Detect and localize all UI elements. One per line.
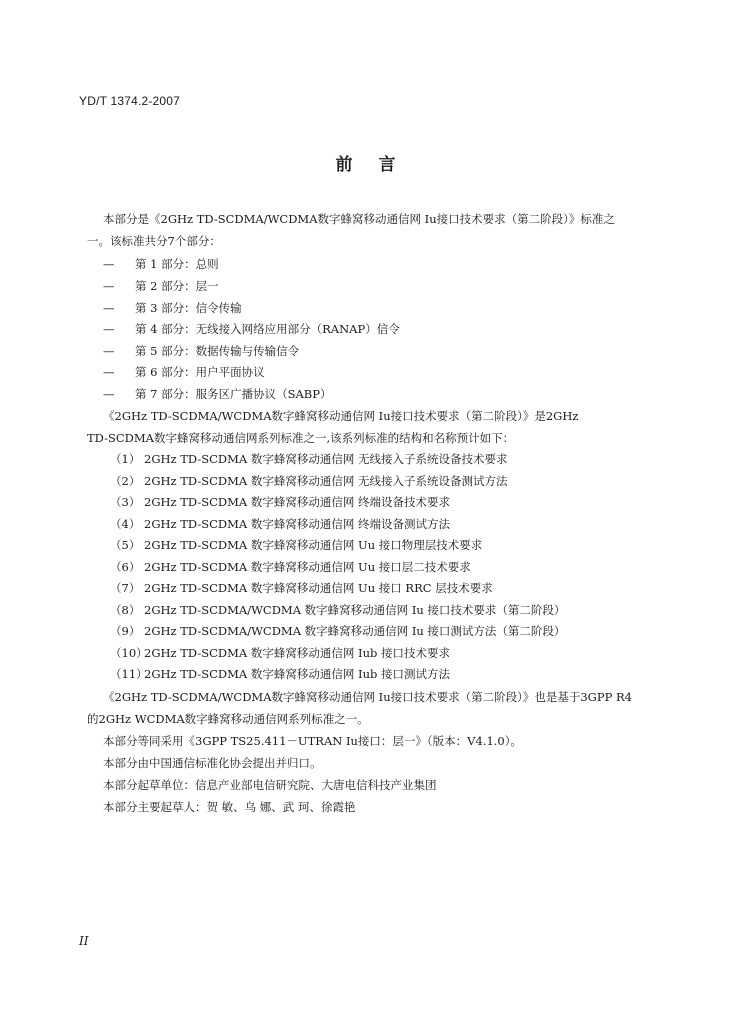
series-index: （9）	[110, 624, 141, 638]
series-title: 2GHz TD-SCDMA/WCDMA 数字蜂窝移动通信网 Iu 接口技术要求（第二阶段）	[144, 603, 566, 617]
list-item	[110, 559, 680, 575]
list-item	[110, 494, 680, 510]
series-title: 2GHz TD-SCDMA 数字蜂窝移动通信网 Iub 接口测试方法	[144, 667, 450, 681]
closing-p1-line-2: 的2GHz WCDMA数字蜂窝移动通信网系列标准之一。	[87, 712, 369, 726]
closing-p5: 本部分主要起草人：贺 敏、乌 娜、武 珂、徐霞艳	[103, 800, 356, 814]
list-item	[110, 623, 680, 639]
list-item	[103, 321, 673, 337]
series-title: 2GHz TD-SCDMA 数字蜂窝移动通信网 Uu 接口 RRC 层技术要求	[144, 581, 493, 595]
page-number: II	[79, 934, 89, 948]
part-label: 第 4 部分：无线接入网络应用部分（RANAP）信令	[135, 322, 400, 336]
list-item	[110, 451, 680, 467]
list-item	[110, 602, 680, 618]
part-label: 第 3 部分：信令传输	[135, 301, 242, 315]
list-item	[103, 364, 673, 380]
series-index: （11）	[110, 667, 148, 681]
dash: —	[103, 257, 115, 271]
series-title: 2GHz TD-SCDMA 数字蜂窝移动通信网 无线接入子系统设备测试方法	[144, 474, 508, 488]
list-item	[110, 580, 680, 596]
series-title: 2GHz TD-SCDMA 数字蜂窝移动通信网 终端设备测试方法	[144, 517, 451, 531]
part-label: 第 1 部分：总则	[135, 257, 219, 271]
series-index: （3）	[110, 495, 141, 509]
dash: —	[103, 279, 115, 293]
closing-p2: 本部分等同采用《3GPP TS25.411－UTRAN Iu接口：层一》（版本：V4.1.0）。	[103, 734, 522, 748]
series-title: 2GHz TD-SCDMA 数字蜂窝移动通信网 终端设备技术要求	[144, 495, 451, 509]
part-label: 第 6 部分：用户平面协议	[135, 365, 265, 379]
series-index: （6）	[110, 560, 141, 574]
series-title: 2GHz TD-SCDMA 数字蜂窝移动通信网 Uu 接口层二技术要求	[144, 560, 471, 574]
list-item	[103, 386, 673, 402]
closing-p3: 本部分由中国通信标准化协会提出并归口。	[103, 756, 322, 770]
dash: —	[103, 322, 115, 336]
series-index: （5）	[110, 538, 141, 552]
list-item	[103, 256, 673, 272]
series-intro-line-1: 《2GHz TD-SCDMA/WCDMA数字蜂窝移动通信网 Iu接口技术要求（第二阶段）》是2GHz	[103, 409, 579, 423]
series-index: （10）	[110, 646, 148, 660]
series-title: 2GHz TD-SCDMA/WCDMA 数字蜂窝移动通信网 Iu 接口测试方法（第二阶段）	[144, 624, 566, 638]
series-index: （4）	[110, 517, 141, 531]
series-index: （2）	[110, 474, 141, 488]
dash: —	[103, 387, 115, 401]
series-index: （1）	[110, 452, 141, 466]
list-item	[103, 278, 673, 294]
series-index: （7）	[110, 581, 141, 595]
document-code: YD/T 1374.2-2007	[79, 94, 181, 108]
series-index: （8）	[110, 603, 141, 617]
part-label: 第 7 部分：服务区广播协议（SABP）	[135, 387, 332, 401]
list-item	[110, 473, 680, 489]
closing-p1-line-1: 《2GHz TD-SCDMA/WCDMA数字蜂窝移动通信网 Iu接口技术要求（第二阶段）》也是基于3GPP R4	[103, 690, 632, 704]
series-title: 2GHz TD-SCDMA 数字蜂窝移动通信网 Uu 接口物理层技术要求	[144, 538, 483, 552]
closing-p4: 本部分起草单位：信息产业部电信研究院、大唐电信科技产业集团	[103, 778, 437, 792]
part-label: 第 2 部分：层一	[135, 279, 219, 293]
list-item	[110, 537, 680, 553]
part-label: 第 5 部分：数据传输与传输信令	[135, 344, 300, 358]
series-title: 2GHz TD-SCDMA 数字蜂窝移动通信网 无线接入子系统设备技术要求	[144, 452, 508, 466]
dash: —	[103, 344, 115, 358]
intro-line-2: 一。该标准共分7个部分：	[87, 234, 221, 248]
dash: —	[103, 301, 115, 315]
page-title: 前言	[335, 155, 422, 175]
list-item	[103, 300, 673, 316]
list-item	[110, 666, 680, 682]
list-item	[110, 516, 680, 532]
dash: —	[103, 365, 115, 379]
intro-line-1: 本部分是《2GHz TD-SCDMA/WCDMA数字蜂窝移动通信网 Iu接口技术要求（第二阶段）》标准之	[103, 212, 615, 226]
list-item	[110, 645, 680, 661]
series-intro-line-2: TD-SCDMA数字蜂窝移动通信网系列标准之一,该系列标准的结构和名称预计如下：	[87, 431, 515, 445]
series-title: 2GHz TD-SCDMA 数字蜂窝移动通信网 Iub 接口技术要求	[144, 646, 450, 660]
list-item	[103, 343, 673, 359]
